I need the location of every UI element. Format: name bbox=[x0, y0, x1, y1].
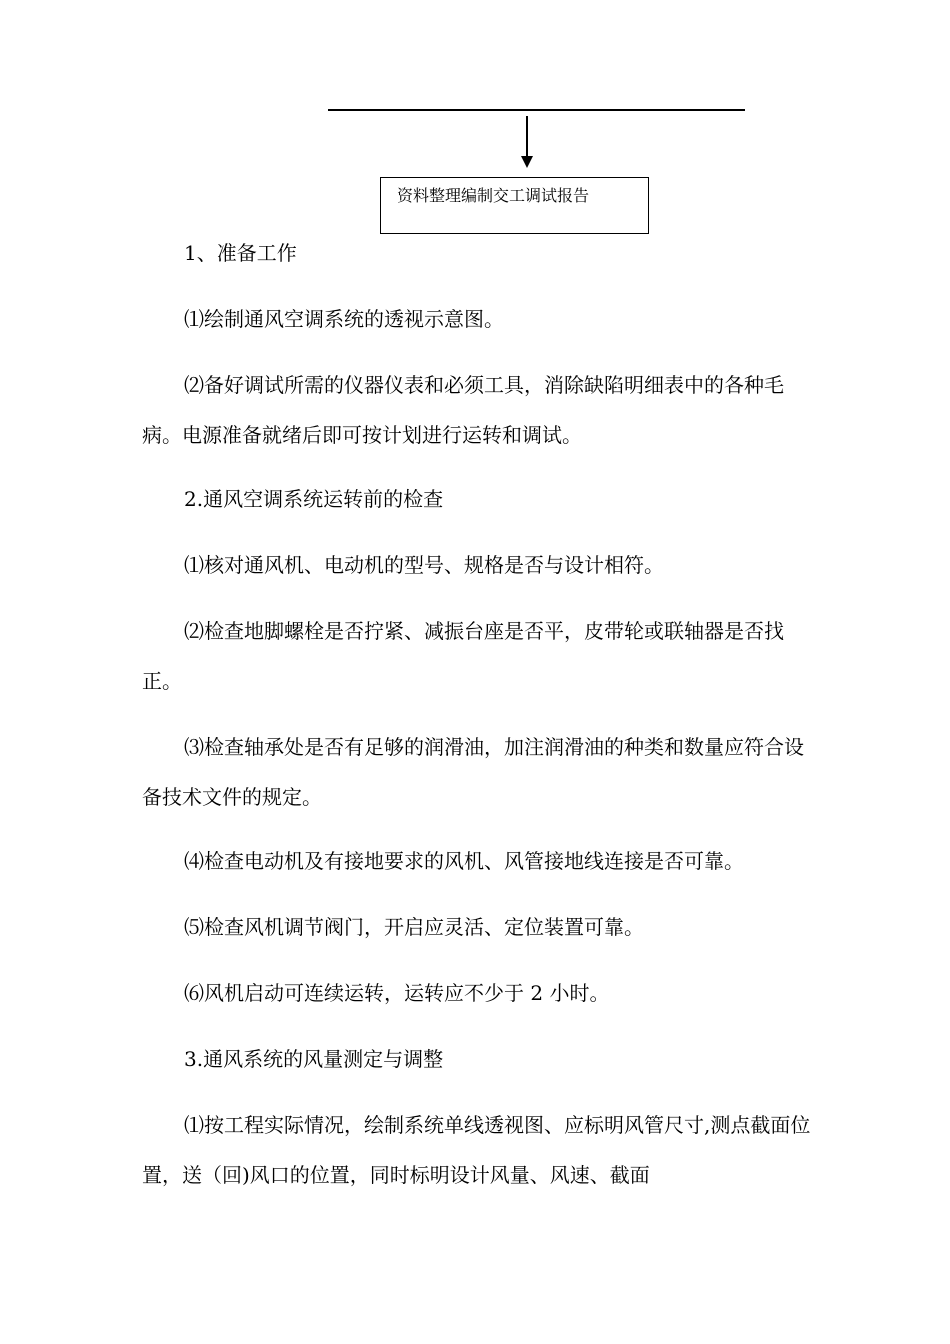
heading-preparation: 1、准备工作 bbox=[184, 241, 297, 265]
paragraph-item: ⑸检查风机调节阀门，开启应灵活、定位装置可靠。 bbox=[184, 915, 644, 939]
heading-pre-run-check: 2.通风空调系统运转前的检查 bbox=[184, 487, 444, 511]
heading-airflow-measurement: 3.通风系统的风量测定与调整 bbox=[184, 1047, 444, 1071]
paragraph-item: ⑴核对通风机、电动机的型号、规格是否与设计相符。 bbox=[184, 553, 664, 577]
paragraph-item: ⑶检查轴承处是否有足够的润滑油，加注润滑油的种类和数量应符合设备技术文件的规定。 bbox=[142, 735, 804, 809]
paragraph-item: ⑹风机启动可连续运转，运转应不少于 2 小时。 bbox=[184, 981, 610, 1005]
flowchart-box-report bbox=[380, 177, 649, 234]
paragraph-item: ⑴按工程实际情况，绘制系统单线透视图、应标明风管尺寸,测点截面位置，送（回)风口的位置，同时标明设计风量、风速、截面 bbox=[142, 1113, 811, 1187]
paragraph-item: ⑵备好调试所需的仪器仪表和必须工具，消除缺陷明细表中的各种毛病。电源准备就绪后即可按计划进行运转和调试。 bbox=[142, 373, 784, 447]
paragraph-item: ⑷检查电动机及有接地要求的风机、风管接地线连接是否可靠。 bbox=[184, 849, 744, 873]
flowchart-connector-line bbox=[328, 109, 745, 111]
paragraph-item: ⑴绘制通风空调系统的透视示意图。 bbox=[184, 307, 504, 331]
paragraph-item: ⑵检查地脚螺栓是否拧紧、减振台座是否平，皮带轮或联轴器是否找正。 bbox=[142, 619, 784, 693]
flowchart-box-label: 资料整理编制交工调试报告 bbox=[397, 186, 590, 205]
flowchart-down-arrow bbox=[517, 116, 537, 168]
